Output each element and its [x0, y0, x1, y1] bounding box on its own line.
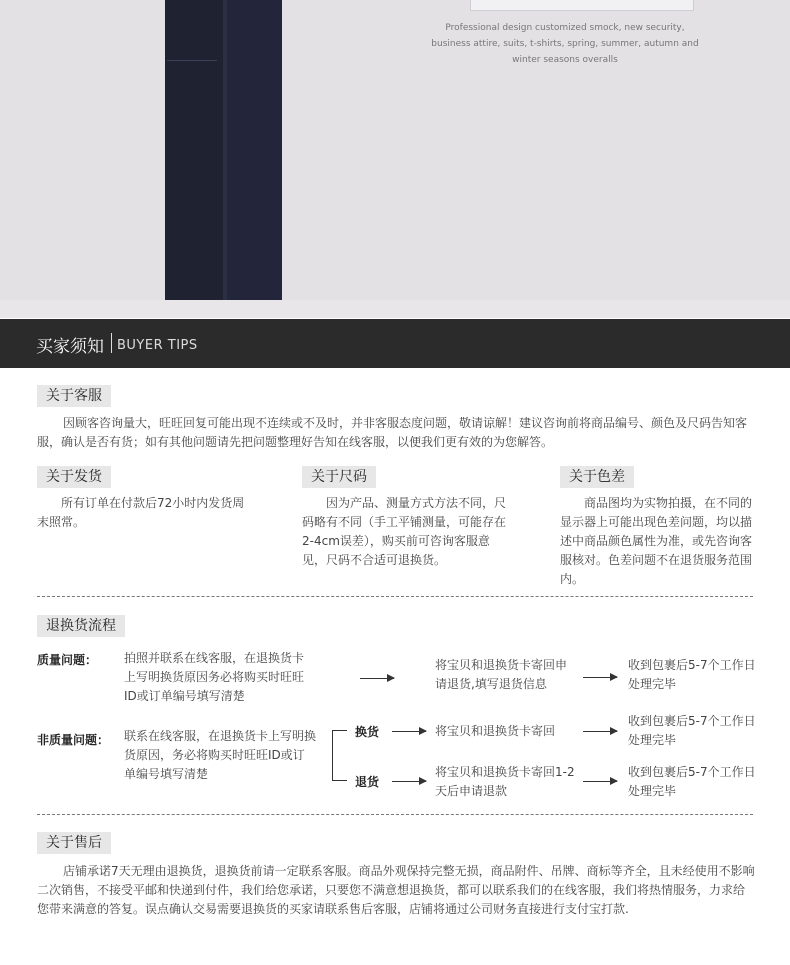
arrow-icon [583, 781, 617, 782]
non-quality-issue-desc: 联系在线客服，在退换货卡上写明换货原因，务必将购买时旺旺ID或订单编号填写清楚 [124, 729, 317, 781]
quality-step: 将宝贝和退换货卡寄回申请退货,填写退货信息 [435, 658, 568, 691]
quality-result: 收到包裹后5-7个工作日处理完毕 [628, 658, 756, 691]
exchange-step: 将宝贝和退换货卡寄回 [435, 724, 556, 738]
tag-card [470, 0, 694, 11]
shipping-text: 所有订单在付款后72小时内发货周末照常。 [37, 496, 245, 529]
non-quality-issue-label: 非质量问题： [37, 733, 110, 747]
size-text: 因为产品、测量方式方法不同，尺码略有不同（手工平铺测量，可能存在2-4cm误差），购买前可咨询客服意见，尺码不合适可退换货。 [302, 496, 507, 567]
section-tag-size: 关于尺码 [302, 466, 376, 488]
arrow-icon [392, 781, 426, 782]
product-photo [0, 0, 790, 318]
branch-bracket [332, 730, 347, 781]
divider-2 [37, 814, 753, 815]
header-divider [111, 333, 112, 353]
quality-issue-desc: 拍照并联系在线客服，在退换货卡上写明换货原因务必将购买时旺旺ID或订单编号填写清楚 [124, 651, 305, 703]
header-title-cn: 买家须知 [36, 337, 104, 357]
section-tag-color: 关于色差 [560, 466, 634, 488]
divider-1 [37, 596, 753, 597]
section-tag-returns: 退换货流程 [37, 615, 125, 637]
buyer-tips-header [0, 319, 790, 368]
refund-step: 将宝贝和退换货卡寄回1-2天后申请退款 [435, 765, 575, 798]
refund-label: 退货 [355, 775, 380, 789]
quality-issue-label: 质量问题： [37, 653, 98, 667]
customer-service-text: 因顾客咨询量大，旺旺回复可能出现不连续或不及时，并非客服态度问题，敬请谅解！建议咨询前将商品编号、颜色及尺码告知客服，确认是否有货；如有其他问题请先把问题整理好告知在线客服，以便我们更有效的为您解答。 [37, 416, 748, 449]
arrow-icon [392, 731, 426, 732]
exchange-result: 收到包裹后5-7个工作日处理完毕 [628, 714, 756, 747]
refund-result: 收到包裹后5-7个工作日处理完毕 [628, 765, 756, 798]
arrow-icon [360, 678, 394, 679]
color-text: 商品图均为实物拍摄，在不同的显示器上可能出现色差问题，均以描述中商品颜色属性为准，或先咨询客服核对。色差问题不在退货服务范围内。 [560, 496, 753, 586]
exchange-label: 换货 [355, 725, 380, 739]
section-tag-shipping: 关于发货 [37, 466, 111, 488]
after-sales-text: 店铺承诺7天无理由退换货，退换货前请一定联系客服。商品外观保持完整无损，商品附件、吊牌、商标等齐全，且未经使用不影响二次销售，不接受平邮和快递到付件，我们给您承诺，只要您不满意想退换货，都可以联系我们的在线客服，我们将热情服务，力求给您带来满意的答复。误点确认交易需要退换货的买家请联系售后客服，店铺将通过公司财务直接进行支付宝打款. [37, 864, 755, 916]
arrow-icon [583, 731, 617, 732]
photo-tagline: Professional design customized smock, new security, business attire, suits, t-shirts, spring, summer, autumn and winter seasons overalls [431, 23, 699, 65]
arrow-icon [583, 677, 617, 678]
header-title-en: BUYER TIPS [117, 338, 198, 353]
section-tag-after-sales: 关于售后 [37, 832, 111, 854]
trousers-image [155, 0, 275, 318]
section-tag-customer-service: 关于客服 [37, 385, 111, 407]
